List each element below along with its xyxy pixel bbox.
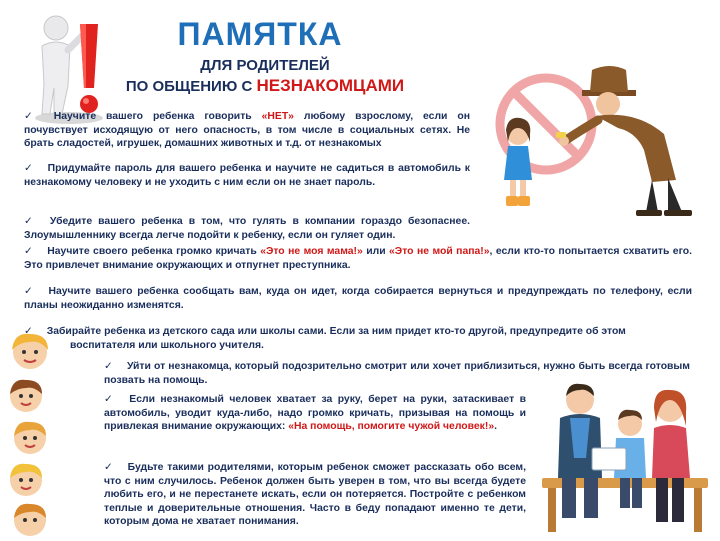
check-icon: ✓: [104, 361, 113, 372]
check-icon: ✓: [104, 462, 114, 473]
text-highlight: «Это не моя мама!»: [260, 246, 363, 257]
list-item: ✓ Забирайте ребенка из детского сада или школы сами. Если за ним придет кто-то другой, предупредите об этом воспитателя или школьного учителя.: [24, 326, 626, 351]
text-highlight: «Это не мой папа!»: [389, 246, 490, 257]
stranger-danger-illustration: [486, 62, 708, 220]
list-item: ✓ Научите своего ребенка громко кричать «Это не моя мама!» или «Это не мой папа!», если кто-то попытается схватить его. Это привлечет внимание окружающих и отпугнет преступника.: [24, 246, 692, 271]
list-item: ✓ Уйти от незнакомца, который подозрительно смотрит или хочет приблизиться, нужно быть всегда готовым позвать на помощь.: [104, 361, 690, 386]
page-title: ПАМЯТКА: [177, 16, 343, 52]
children-stack-illustration: [0, 330, 62, 541]
list-item: ✓ Убедите вашего ребенка в том, что гулять в компании гораздо безопаснее. Злоумышленнику всегда легче подойти к ребенку, если он гуляет один.: [24, 216, 470, 241]
check-icon: ✓: [24, 326, 33, 337]
text-highlight: «На помощь, помогите чужой человек!»: [288, 421, 495, 433]
subtitle-highlight: НЕЗНАКОМЦАМИ: [256, 76, 405, 95]
list-item: ✓ Если незнакомый человек хватает за руку, берет на руки, затаскивает в автомобиль, уводит куда-либо, надо громко кричать, призывая на помощь и привлекая внимание окружающих: «На помощь, помогите чужой человек!».: [104, 394, 526, 433]
text-highlight: «НЕТ»: [261, 111, 294, 122]
check-icon: ✓: [24, 111, 40, 122]
exclamation-figure-icon: [24, 6, 114, 126]
list-item: ✓ Будьте такими родителями, которым ребенок сможет рассказать обо всем, что с ним случилось. Ребенок должен быть уверен в том, что вы всегда будете любить его, и не перестанете искать, если он потеряется. Постройте с ребенком теплые и доверительные отношения. Часто в беду попадают именно те дети, которым дома не хватает понимания.: [104, 462, 526, 528]
family-bench-illustration: [540, 378, 712, 538]
check-icon: ✓: [24, 246, 34, 257]
page-subtitle-line2: [105, 76, 425, 96]
check-icon: ✓: [104, 394, 116, 405]
list-item: ✓ Придумайте пароль для вашего ребенка и научите не садиться в автомобиль к незнакомому человеку и не уходить с ним если он не знает пароль.: [24, 163, 470, 188]
check-icon: ✓: [24, 163, 34, 174]
page-subtitle-line1: ДЛЯ РОДИТЕЛЕЙ: [200, 57, 330, 74]
subtitle-prefix: ПО ОБЩЕНИЮ С: [125, 78, 257, 95]
check-icon: ✓: [24, 216, 36, 227]
list-item: ✓ Научите вашего ребенка сообщать вам, куда он идет, когда собирается вернуться и предупреждать по телефону, если планы неожиданно изменятся.: [24, 286, 692, 311]
check-icon: ✓: [24, 286, 35, 297]
list-item: ✓ Научите вашего ребенка говорить «НЕТ» любому взрослому, если он почувствует исходящую от него опасность, в том числе в социальных сетях. Не брать сладостей, игрушек, домашних животных и т.д. от незнакомых: [24, 111, 470, 150]
